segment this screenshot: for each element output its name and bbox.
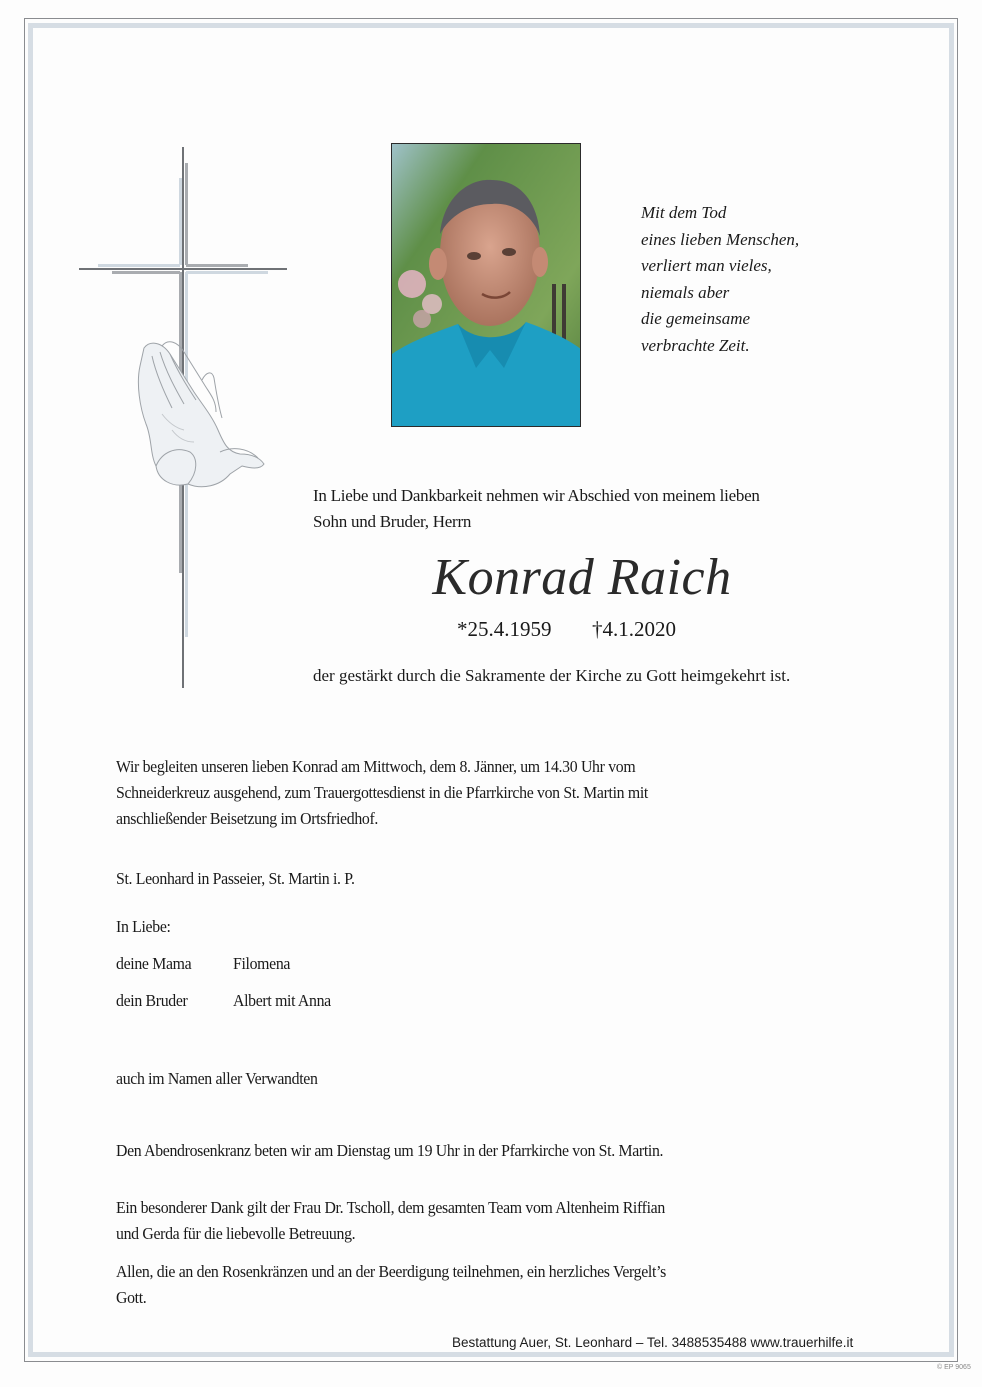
funeral-home-footer: Bestattung Auer, St. Leonhard – Tel. 3488535488 www.trauerhilfe.it [452,1335,854,1350]
funeral-line: Wir begleiten unseren lieben Konrad am Mittwoch, dem 8. Jänner, um 14.30 Uhr vom [116,757,636,776]
cross-horizontal-accent [186,271,268,274]
portrait-photo [391,143,581,427]
cross-horizontal-line [79,268,287,270]
closing-line: Gott. [116,1288,147,1307]
cross-vertical-accent [179,178,182,265]
death-date: †4.1.2020 [592,617,676,641]
relatives-line: auch im Namen aller Verwandten [116,1069,318,1088]
cross-vertical-accent [185,163,188,265]
deceased-name: Konrad Raich [432,549,732,606]
birth-date: *25.4.1959 [457,617,552,641]
rosary-line: Den Abendrosenkranz beten wir am Dienstag um 19 Uhr in der Pfarrkirche von St. Martin. [116,1141,664,1160]
thanks-line: Ein besonderer Dank gilt der Frau Dr. Tscholl, dem gesamten Team vom Altenheim Riffian [116,1198,665,1217]
intro-line: In Liebe und Dankbarkeit nehmen wir Abschied von meinem lieben [313,486,760,505]
poem-line: niemals aber [641,282,730,302]
cross-horizontal-accent [98,264,180,267]
intro-line: Sohn und Bruder, Herrn [313,512,472,531]
praying-hands-icon [132,334,272,496]
poem-line: eines lieben Menschen, [641,229,800,249]
funeral-line: Schneiderkreuz ausgehend, zum Trauergottesdienst in die Pfarrkirche von St. Martin mit [116,783,648,802]
cross-horizontal-accent [112,271,180,274]
mourner-name: Filomena [233,954,291,973]
mourner-relation: dein Bruder [116,991,188,1010]
funeral-line: anschließender Beisetzung im Ortsfriedhof. [116,809,379,828]
poem-line: verliert man vieles, [641,256,772,275]
cross-horizontal-accent [186,264,248,267]
mourners-heading: In Liebe: [116,917,171,936]
closing-line: Allen, die an den Rosenkränzen und an der Beerdigung teilnehmen, ein herzliches Vergelt’s [116,1262,666,1281]
intro-text [313,483,760,535]
thanks-paragraph [116,1195,665,1247]
template-code: © EP 9065 [937,1364,971,1371]
place-line: St. Leonhard in Passeier, St. Martin i. P. [116,869,355,888]
poem-line: die gemeinsame [641,309,751,328]
mourner-relation: deine Mama [116,954,192,973]
funeral-paragraph [116,754,648,832]
poem [641,200,799,359]
poem-line: verbrachte Zeit. [641,335,750,355]
thanks-line: und Gerda für die liebevolle Betreuung. [116,1224,356,1243]
portrait-image [392,144,581,427]
poem-line: Mit dem Tod [641,203,727,222]
closing-paragraph [116,1259,666,1311]
mourner-name: Albert mit Anna [233,991,331,1010]
sacrament-line: der gestärkt durch die Sakramente der Kirche zu Gott heimgekehrt ist. [313,666,791,685]
